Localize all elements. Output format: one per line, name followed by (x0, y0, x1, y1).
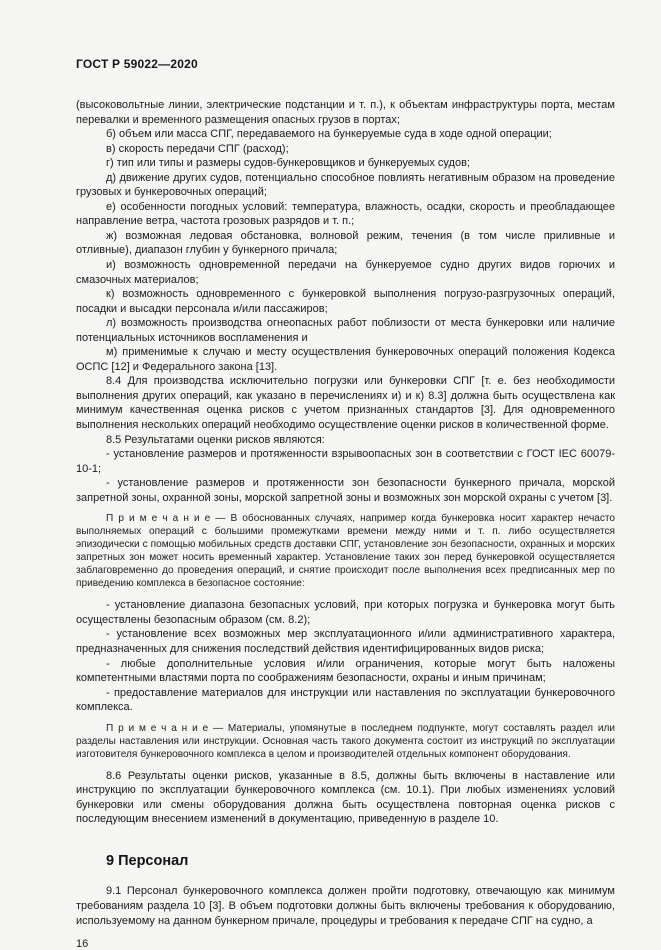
paragraph: (высоковольтные линии, электрические подстанции и т. п.), к объектам инфраструктуры порта, местам перевалки и временного размещения опасных грузов в портах; (76, 99, 615, 126)
section-heading: 9 Персонал (106, 852, 189, 869)
paragraph: 8.4 Для производства исключительно погрузки или бункеровки СПГ [т. е. без необходимости выполнения других операций, как указано в перечислениях и) и к) 8.3] должна быть осуществлена как минимум качественная оценка рисков с учетом признанных стандартов [3]. Для одновременного выполнения нескольких операций необходимо осуществление оценки рисков в количественной форме. (76, 375, 615, 432)
paragraph: - установление диапазона безопасных условий, при которых погрузка и бункеровка могут быть осуществлены безопасным образом (см. 8.2); (76, 599, 615, 626)
paragraph: и) возможность одновременной передачи на бункеруемое судно других видов горючих и смазочных материалов; (76, 259, 615, 286)
note-paragraph: П р и м е ч а н и е — В обоснованных случаях, например когда бункеровка носит характер нечасто выполняемых операций с большими промежутками времени между ними и т. п. либо осуществляется эпизодически с помощью мобильных средств доставки СПГ, установление зон безопасности, охранных и морских запретных зон может носить временный характер. Установление таких зон перед бункеровкой осуществляется заблаговременно до проведения операций, и снятие происходит после выполнения всех предписанных мер по приведению комплекса в безопасное состояние: (76, 513, 615, 590)
document-header: ГОСТ Р 59022—2020 (76, 57, 198, 71)
paragraph: в) скорость передачи СПГ (расход); (106, 142, 289, 155)
paragraph: 8.5 Результатами оценки рисков являются: (106, 433, 325, 446)
paragraph: - любые дополнительные условия и/или ограничения, которые могут быть наложены компетентными властями порта по соображениям безопасности, охраны и иным причинам; (76, 657, 615, 685)
document-body (76, 98, 615, 928)
paragraph: - установление всех возможных мер эксплуатационного и/или административного характера, предназначенных для снижения последствий действия идентифицированных видов риска; (76, 628, 615, 655)
paragraph: д) движение других судов, потенциально способное повлиять негативным образом на проведение грузовых и бункеровочных операций; (76, 171, 615, 199)
paragraph: г) тип или типы и размеры судов-бункеровщиков и бункеруемых судов; (106, 157, 470, 170)
paragraph: ж) возможная ледовая обстановка, волновой режим, течения (в том числе приливные и отливные), диапазон глубин у бункерного причала; (76, 229, 615, 257)
paragraph: - установление размеров и протяженности зон безопасности бункерного причала, морской запретной зоны, охранной зоны, морской запретной зоны и возможных зон морской охраны с учетом [3]. (76, 477, 615, 504)
note-paragraph: П р и м е ч а н и е — Материалы, упомянутые в последнем подпункте, могут составлять раздел или разделы наставления или инструкции. Основная часть такого документа состоит из инструкций по эксплуатации изготовителя бункеровочного комплекса в целом и производителей отдельных компонент оборудования. (76, 722, 615, 760)
paragraph: е) особенности погодных условий: температура, влажность, осадки, скорость и преобладающее направление ветра, частота грозовых разрядов и т. п.; (76, 200, 615, 228)
paragraph: 8.6 Результаты оценки рисков, указанные в 8.5, должны быть включены в наставление или инструкцию по эксплуатации бункеровочного комплекса (см. 10.1). При любых изменениях условий бункеровки или смены оборудования должна быть осуществлена повторная оценка рисков с последующим внесением изменений в документацию, приведенную в разделе 10. (76, 769, 615, 826)
paragraph: б) объем или масса СПГ, передаваемого на бункеруемые суда в ходе одной операции; (106, 128, 552, 141)
paragraph: м) применимые к случаю и месту осуществления бункеровочных операций положения Кодекса ОСПС [12] и Федерального закона [13]. (76, 346, 615, 373)
paragraph: к) возможность одновременного с бункеровкой выполнения погрузо-разгрузочных операций, посадки и высадки персонала и/или пассажиров; (76, 288, 615, 315)
paragraph: - предоставление материалов для инструкции или наставления по эксплуатации бункеровочного комплекса. (76, 686, 615, 714)
page-number: 16 (76, 938, 89, 950)
paragraph: л) возможность производства огнеопасных работ поблизости от места бункеровки или наличие потенциальных источников воспламенения и (76, 317, 615, 344)
paragraph: - установление размеров и протяженности взрывоопасных зон в соответствии с ГОСТ IEC 60079-10-1; (76, 448, 615, 475)
paragraph: 9.1 Персонал бункеровочного комплекса должен пройти подготовку, отвечающую как минимум требованиям раздела 10 [3]. В объем подготовки должны быть включены требования к оборудованию, используемому на данном бункерном причале, процедуры и требования к передаче СПГ на судно, а (76, 885, 615, 927)
